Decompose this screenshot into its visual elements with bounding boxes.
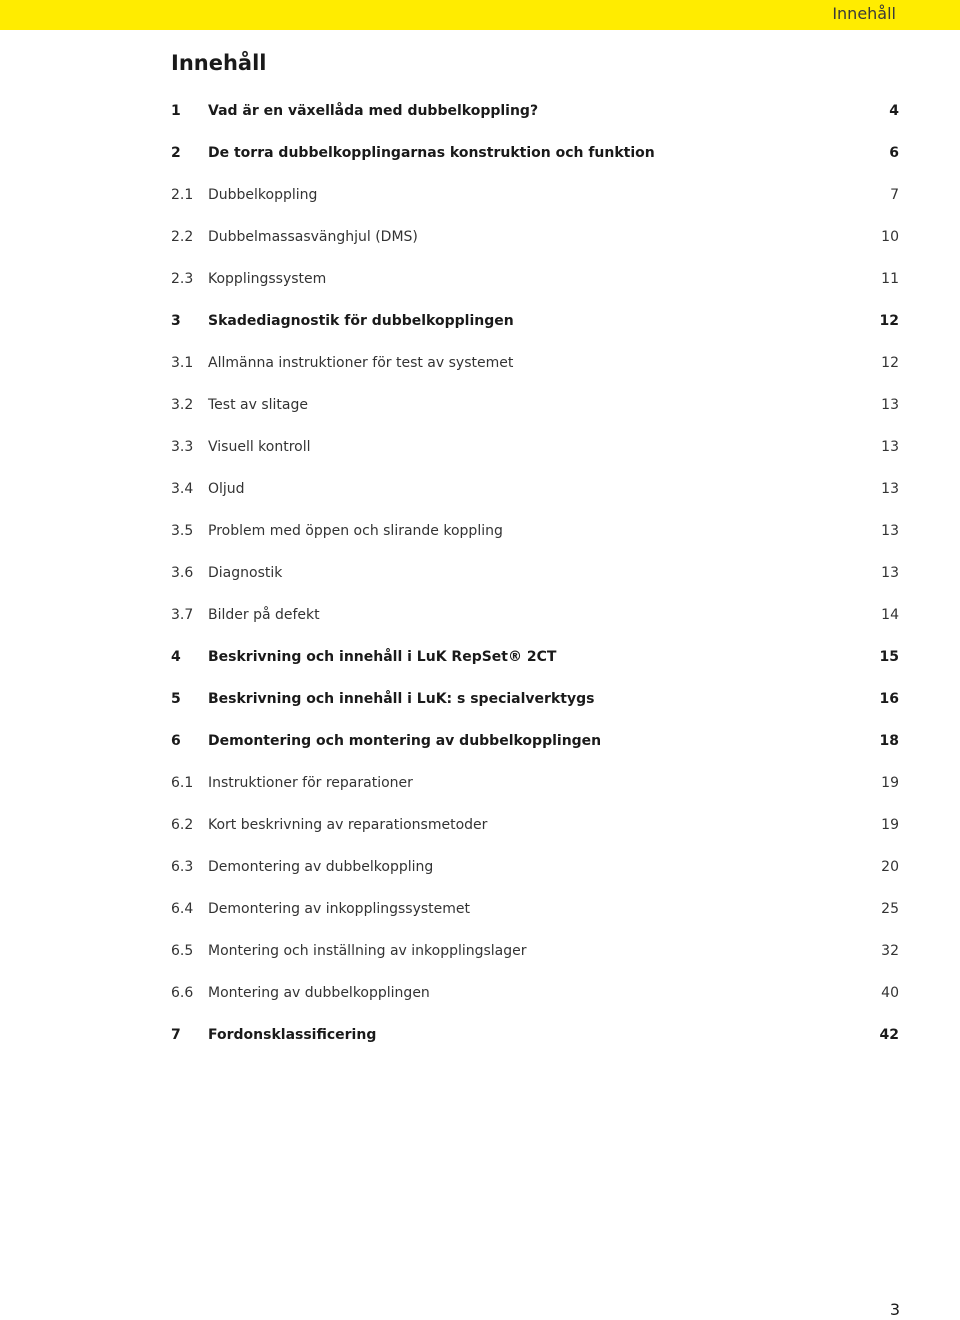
toc-entry-page: 14 bbox=[881, 607, 899, 623]
toc-entry-number: 7 bbox=[171, 1027, 181, 1043]
toc-entry-number: 3.5 bbox=[171, 523, 194, 539]
toc-entry[interactable] bbox=[171, 814, 899, 856]
toc-entry-page: 19 bbox=[881, 817, 899, 833]
toc-entry[interactable] bbox=[171, 142, 899, 184]
toc-entry-title: Dubbelmassasvänghjul (DMS) bbox=[208, 229, 418, 245]
toc-entry-number: 5 bbox=[171, 691, 181, 707]
toc-entry-title: Dubbelkoppling bbox=[208, 187, 318, 203]
toc-entry-title: Oljud bbox=[208, 481, 245, 497]
toc-entry-page: 12 bbox=[881, 355, 899, 371]
toc-entry[interactable] bbox=[171, 352, 899, 394]
toc-entry[interactable] bbox=[171, 520, 899, 562]
toc-entry-title: Instruktioner för reparationer bbox=[208, 775, 413, 791]
toc-entry-title: Test av slitage bbox=[208, 397, 308, 413]
toc-entry[interactable] bbox=[171, 856, 899, 898]
toc-entry[interactable] bbox=[171, 688, 899, 730]
toc-entry-title: Montering och inställning av inkopplingslager bbox=[208, 943, 527, 959]
header-section-label: Innehåll bbox=[832, 4, 896, 23]
toc-entry[interactable] bbox=[171, 940, 899, 982]
toc-entry-page: 25 bbox=[881, 901, 899, 917]
toc-entry-title: Demontering och montering av dubbelkopplingen bbox=[208, 733, 602, 749]
toc-entry-number: 1 bbox=[171, 103, 181, 119]
toc-entry-number: 3.4 bbox=[171, 481, 194, 497]
toc-entry-number: 6.5 bbox=[171, 943, 194, 959]
toc-entry-title: Montering av dubbelkopplingen bbox=[208, 985, 430, 1001]
toc-entry-page: 10 bbox=[881, 229, 899, 245]
toc-entry[interactable] bbox=[171, 646, 899, 688]
toc-entry-number: 6.4 bbox=[171, 901, 194, 917]
toc-entry-number: 3 bbox=[171, 313, 181, 329]
toc-entry[interactable] bbox=[171, 898, 899, 940]
toc-entry[interactable] bbox=[171, 226, 899, 268]
toc-entry-number: 6.6 bbox=[171, 985, 194, 1001]
toc-entry-page: 11 bbox=[881, 271, 899, 287]
page-title: Innehåll bbox=[171, 51, 267, 75]
toc-entry[interactable] bbox=[171, 310, 899, 352]
toc-entry-page: 13 bbox=[881, 565, 899, 581]
toc-entry[interactable] bbox=[171, 394, 899, 436]
toc-entry-number: 3.1 bbox=[171, 355, 194, 371]
toc-entry[interactable] bbox=[171, 604, 899, 646]
toc-entry-title: Diagnostik bbox=[208, 565, 283, 581]
toc-entry-page: 19 bbox=[881, 775, 899, 791]
toc-entry-title: Bilder på defekt bbox=[208, 607, 320, 623]
toc-entry[interactable] bbox=[171, 730, 899, 772]
toc-entry-number: 2.1 bbox=[171, 187, 194, 203]
toc-entry-title: Allmänna instruktioner för test av systemet bbox=[208, 355, 514, 371]
toc-entry-page: 4 bbox=[889, 103, 899, 119]
toc-entry-title: Fordonsklassificering bbox=[208, 1027, 377, 1043]
toc-entry-number: 3.6 bbox=[171, 565, 194, 581]
toc-entry-page: 20 bbox=[881, 859, 899, 875]
toc-entry-title: Beskrivning och innehåll i LuK: s specialverktygs bbox=[208, 691, 595, 707]
table-of-contents bbox=[171, 100, 899, 1066]
page-number: 3 bbox=[889, 1300, 900, 1319]
toc-entry-page: 7 bbox=[890, 187, 899, 203]
toc-entry-number: 6.1 bbox=[171, 775, 194, 791]
toc-entry-page: 13 bbox=[881, 439, 899, 455]
toc-entry-page: 15 bbox=[879, 649, 899, 665]
toc-entry-page: 13 bbox=[881, 523, 899, 539]
toc-entry-number: 6.2 bbox=[171, 817, 194, 833]
toc-entry-title: Problem med öppen och slirande koppling bbox=[208, 523, 503, 539]
toc-entry-title: Kopplingssystem bbox=[208, 271, 327, 287]
toc-entry-page: 13 bbox=[881, 397, 899, 413]
toc-entry[interactable] bbox=[171, 184, 899, 226]
toc-entry-page: 42 bbox=[879, 1027, 899, 1043]
toc-entry[interactable] bbox=[171, 772, 899, 814]
toc-entry-title: Beskrivning och innehåll i LuK RepSet® 2CT bbox=[208, 649, 557, 665]
toc-entry-title: Demontering av inkopplingssystemet bbox=[208, 901, 471, 917]
toc-entry-number: 2.3 bbox=[171, 271, 194, 287]
toc-entry-number: 3.2 bbox=[171, 397, 194, 413]
toc-entry-page: 40 bbox=[881, 985, 899, 1001]
toc-entry-page: 32 bbox=[881, 943, 899, 959]
toc-entry-title: Demontering av dubbelkoppling bbox=[208, 859, 434, 875]
toc-entry-page: 13 bbox=[881, 481, 899, 497]
toc-entry-number: 3.7 bbox=[171, 607, 194, 623]
toc-entry-page: 18 bbox=[879, 733, 899, 749]
toc-entry-number: 3.3 bbox=[171, 439, 194, 455]
toc-entry-page: 6 bbox=[889, 145, 899, 161]
toc-entry[interactable] bbox=[171, 562, 899, 604]
toc-entry-title: Vad är en växellåda med dubbelkoppling? bbox=[208, 103, 539, 119]
toc-entry[interactable] bbox=[171, 982, 899, 1024]
toc-entry[interactable] bbox=[171, 268, 899, 310]
toc-entry-number: 2.2 bbox=[171, 229, 194, 245]
toc-entry-title: Visuell kontroll bbox=[208, 439, 311, 455]
toc-entry-number: 6.3 bbox=[171, 859, 194, 875]
toc-entry-number: 4 bbox=[171, 649, 181, 665]
toc-entry[interactable] bbox=[171, 100, 899, 142]
toc-entry-title: Skadediagnostik för dubbelkopplingen bbox=[208, 313, 514, 329]
toc-entry[interactable] bbox=[171, 436, 899, 478]
toc-entry[interactable] bbox=[171, 478, 899, 520]
toc-entry-title: Kort beskrivning av reparationsmetoder bbox=[208, 817, 488, 833]
toc-entry-title: De torra dubbelkopplingarnas konstruktion och funktion bbox=[208, 145, 655, 161]
toc-entry-page: 16 bbox=[879, 691, 899, 707]
toc-entry-number: 6 bbox=[171, 733, 181, 749]
toc-entry-page: 12 bbox=[879, 313, 899, 329]
toc-entry-number: 2 bbox=[171, 145, 181, 161]
toc-entry[interactable] bbox=[171, 1024, 899, 1066]
header-bar bbox=[0, 0, 960, 30]
